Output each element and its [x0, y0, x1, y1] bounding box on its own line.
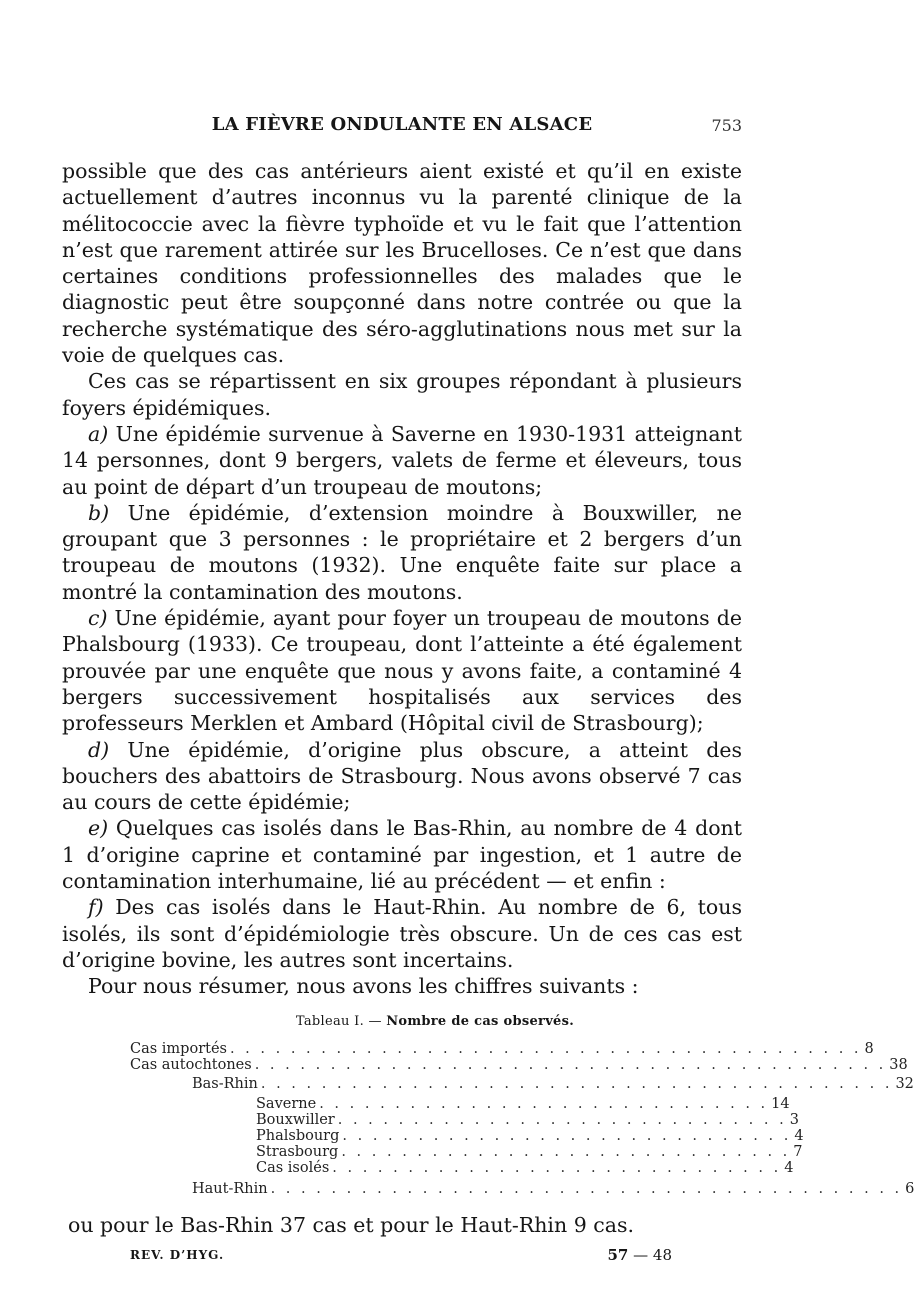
leader-dots: . . . . . . . . . . . . . . . . . . . . . . . . . . . . . . . . . . . . . . . . . . [260, 1076, 893, 1092]
item-text: Une épidémie, ayant pour foyer un troupeau de moutons de Phalsbourg (1933). Ce troupeau, dont l’atteinte a été également prouvée par une enquête que nous y avons faite, a contaminé 4 bergers successivement hospitalisés aux services des professeurs Merklen et Ambard (Hôpital civil de Strasbourg); [62, 606, 742, 736]
list-item-f [62, 894, 742, 973]
row-label: Cas isolés [256, 1160, 330, 1176]
row-label: Cas autochtones [130, 1057, 252, 1073]
leader-dots: . . . . . . . . . . . . . . . . . . . . . . . . . . . . . . . . . . . . . . . . . . [254, 1057, 887, 1073]
page-header [62, 114, 742, 144]
list-item-c [62, 605, 742, 736]
item-letter: f) [88, 895, 104, 920]
row-label: Strasbourg [256, 1144, 339, 1160]
journal-reference: REV. D’HYG. [130, 1248, 225, 1262]
leader-dots: . . . . . . . . . . . . . . . . . . . . . . . . . . . . . . [319, 1096, 769, 1112]
row-label: Saverne [256, 1096, 317, 1112]
item-text: Quelques cas isolés dans le Bas-Rhin, au nombre de 4 dont 1 d’origine caprine et contaminé par ingestion, et 1 autre de contamination interhumaine, lié au précédent — et enfin : [62, 816, 742, 894]
table-caption [128, 1014, 742, 1029]
leader-dots: . . . . . . . . . . . . . . . . . . . . . . . . . . . . . . [342, 1128, 792, 1144]
row-label: Haut-Rhin [192, 1181, 268, 1197]
table-row [256, 1096, 790, 1112]
table-caption-title: Nombre de cas observés. [386, 1014, 575, 1029]
list-item-a [62, 421, 742, 500]
item-letter: c) [88, 606, 108, 631]
table-row [130, 1041, 874, 1057]
item-letter: b) [88, 500, 110, 525]
summary-intro: Pour nous résumer, nous avons les chiffres suivants : [88, 974, 639, 999]
running-title: LA FIÈVRE ONDULANTE EN ALSACE [211, 114, 593, 135]
table-row [192, 1076, 914, 1092]
row-value: 7 [793, 1144, 803, 1160]
list-item-e [62, 815, 742, 894]
article-body [62, 158, 742, 1000]
leader-dots: . . . . . . . . . . . . . . . . . . . . . . . . . . . . . . [341, 1144, 791, 1160]
item-text: Une épidémie survenue à Saverne en 1930-1931 atteignant 14 personnes, dont 9 bergers, valets de ferme et éleveurs, tous au point de départ d’un troupeau de moutons; [62, 421, 742, 499]
sheet-number-suffix: — 48 [633, 1246, 672, 1264]
row-value: 38 [889, 1057, 908, 1073]
leader-dots: . . . . . . . . . . . . . . . . . . . . . . . . . . . . . . . . . . . . . . . . . . [229, 1041, 862, 1057]
row-value: 14 [771, 1096, 790, 1112]
row-value: 8 [864, 1041, 874, 1057]
row-label: Cas importés [130, 1041, 227, 1057]
row-value: 3 [789, 1112, 799, 1128]
table-caption-prefix: Tableau I. — [295, 1014, 382, 1029]
table-row [256, 1128, 804, 1144]
item-letter: e) [88, 816, 109, 841]
sheet-number-main: 57 [607, 1246, 629, 1264]
item-letter: d) [88, 737, 110, 762]
page-number: 753 [711, 116, 742, 135]
item-text: Une épidémie, d’extension moindre à Bouxwiller, ne groupant que 3 personnes : le propriétaire et 2 bergers d’un troupeau de moutons (1932). Une enquête faite sur place a montré la contamination des moutons. [62, 500, 742, 604]
paragraph-intro: possible que des cas antérieurs aient existé et qu’il en existe actuellement d’autres inconnus vu la parenté clinique de la mélitococcie avec la fièvre typhoïde et vu le fait que l’attention n’est que rarement attirée sur les Brucelloses. Ce n’est que dans certaines conditions professionnelles des malades que le diagnostic peut être soupçonné dans notre contrée ou que la recherche systématique des séro-agglutinations nous met sur la voie de quelques cas. [62, 159, 742, 368]
cases-table [62, 1014, 914, 1197]
sheet-number [607, 1246, 672, 1264]
conclusion-line: ou pour le Bas-Rhin 37 cas et pour le Haut-Rhin 9 cas. [68, 1213, 634, 1237]
row-value: 4 [794, 1128, 804, 1144]
row-label: Bas-Rhin [192, 1076, 258, 1092]
item-text: Des cas isolés dans le Haut-Rhin. Au nombre de 6, tous isolés, ils sont d’épidémiologie très obscure. Un de ces cas est d’origine bovine, les autres sont incertains. [62, 895, 742, 972]
table-row [256, 1112, 799, 1128]
paragraph-groups: Ces cas se répartissent en six groupes répondant à plusieurs foyers épidémiques. [62, 369, 742, 420]
item-letter: a) [88, 421, 109, 446]
leader-dots: . . . . . . . . . . . . . . . . . . . . . . . . . . . . . . [332, 1160, 782, 1176]
table-row [256, 1144, 803, 1160]
list-item-d [62, 737, 742, 816]
row-value: 6 [905, 1181, 914, 1197]
item-text: Une épidémie, d’origine plus obscure, a atteint des bouchers des abattoirs de Strasbourg. Nous avons observé 7 cas au cours de cette épidémie; [62, 737, 742, 815]
row-value: 4 [784, 1160, 794, 1176]
page-footer [130, 1248, 672, 1270]
table-row [192, 1181, 914, 1197]
list-item-b [62, 500, 742, 605]
leader-dots: . . . . . . . . . . . . . . . . . . . . . . . . . . . . . . [337, 1112, 787, 1128]
row-label: Bouxwiller [256, 1112, 335, 1128]
row-label: Phalsbourg [256, 1128, 340, 1144]
row-value: 32 [895, 1076, 914, 1092]
leader-dots: . . . . . . . . . . . . . . . . . . . . . . . . . . . . . . . . . . . . . . . . . . [270, 1181, 903, 1197]
table-row [130, 1057, 908, 1073]
table-row [256, 1160, 794, 1176]
